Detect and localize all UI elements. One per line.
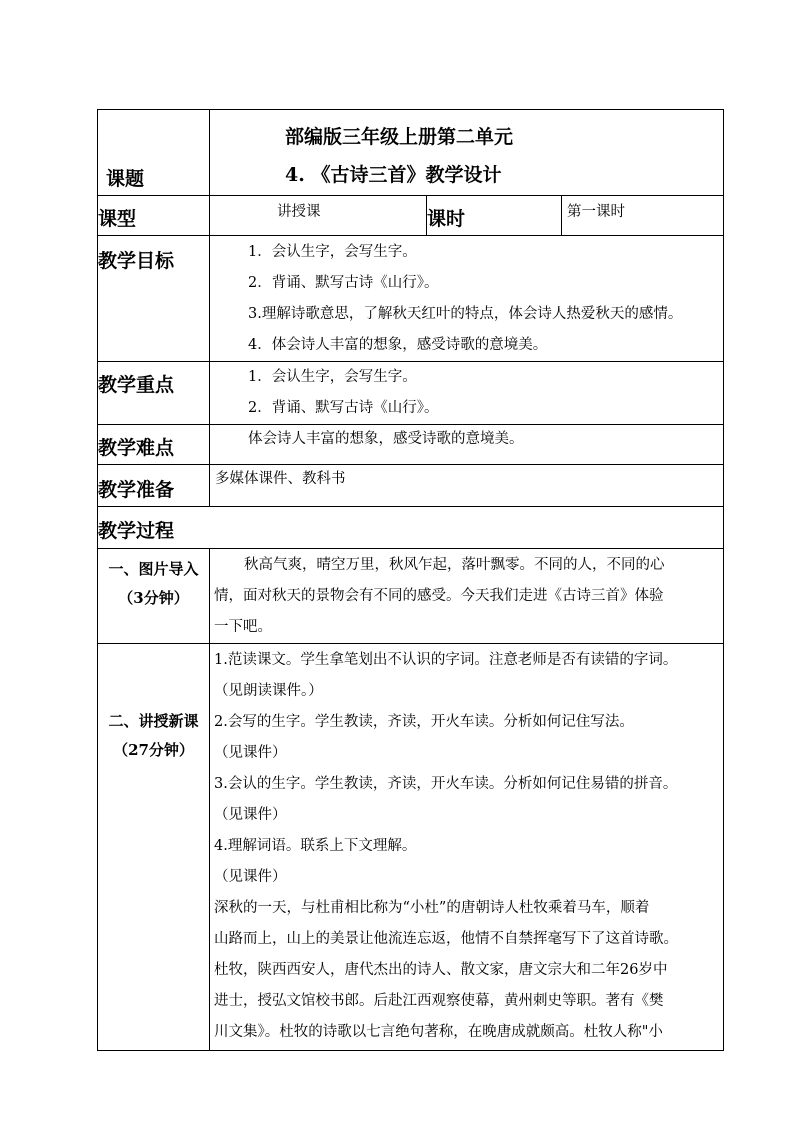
- step2-line: 川文集》。杜牧的诗歌以七言绝句著称，在晚唐成就颇高。杜牧人称"小: [214, 1024, 663, 1040]
- goal-item: 1．会认生字，会写生字。: [248, 244, 417, 260]
- step2-label: 二、讲授新课: [108, 712, 199, 730]
- lesson-plan-table: [97, 109, 724, 1051]
- goal-item: 3.理解诗歌意思，了解秋天红叶的特点，体会诗人热爱秋天的感情。: [248, 306, 683, 322]
- goal-item: 4．体会诗人丰富的想象，感受诗歌的意境美。: [248, 337, 548, 353]
- title-line-1: 部编版三年级上册第二单元: [285, 126, 514, 148]
- key-points-cell: [210, 362, 724, 425]
- key-point-item: 1．会认生字，会写生字。: [248, 369, 417, 385]
- step2-row: [98, 644, 724, 1051]
- key-points-row: [98, 362, 724, 425]
- goals-row: [98, 236, 724, 362]
- step2-line: （见课件）: [214, 745, 287, 761]
- key-point-item: 2．背诵、默写古诗《山行》。: [248, 400, 439, 416]
- title-line-2: 4. 《古诗三首》教学设计: [285, 164, 502, 186]
- step1-duration: （3分钟）: [118, 589, 189, 607]
- lesson-type-row: [98, 196, 724, 236]
- step2-cell: [210, 644, 724, 1051]
- step2-line: 山路而上，山上的美景让他流连忘返，他情不自禁挥毫写下了这首诗歌。: [214, 931, 678, 947]
- step2-duration: （27分钟）: [113, 741, 194, 759]
- step1-line: 一下吧。: [214, 619, 272, 635]
- key-points-label: 教学重点: [98, 362, 210, 425]
- step2-line: （见课件）: [214, 807, 287, 823]
- step2-line: 2.会写的生字。学生教读，齐读，开火车读。分析如何记住写法。: [214, 714, 634, 730]
- step1-line: 情，面对秋天的景物会有不同的感受。今天我们走进《古诗三首》体验: [214, 588, 664, 604]
- goals-label: 教学目标: [98, 236, 210, 362]
- prep-text: 多媒体课件、教科书: [210, 465, 724, 507]
- step1-line: 秋高气爽，晴空万里，秋风乍起，落叶飘零。不同的人，不同的心: [244, 557, 665, 573]
- prep-row: [98, 465, 724, 507]
- step1-label: 一、图片导入: [108, 560, 199, 578]
- difficulty-label: 教学难点: [98, 425, 210, 465]
- step2-line: 杜牧，陕西西安人，唐代杰出的诗人、散文家，唐文宗大和二年26岁中: [214, 962, 668, 978]
- process-label: 教学过程: [98, 507, 724, 549]
- lesson-type-value: 讲授课: [210, 196, 427, 236]
- step1-cell: [210, 549, 724, 644]
- step2-line: 1.范读课文。学生拿笔划出不认识的字词。注意老师是否有读错的字词。: [214, 652, 678, 668]
- lesson-type-label: 课型: [98, 196, 210, 236]
- step2-line: 3.会认的生字。学生教读，齐读，开火车读。分析如何记住易错的拼音。: [214, 776, 678, 792]
- step1-label-cell: [98, 549, 210, 644]
- title-row: [98, 110, 724, 196]
- difficulty-row: [98, 425, 724, 465]
- title-label-cell: [98, 110, 210, 196]
- goals-cell: [210, 236, 724, 362]
- step1-row: [98, 549, 724, 644]
- step2-line: 进士，授弘文馆校书郎。后赴江西观察使幕，黄州刺史等职。著有《樊: [214, 993, 664, 1009]
- difficulty-text: 体会诗人丰富的想象，感受诗歌的意境美。: [210, 425, 724, 465]
- period-value: 第一课时: [562, 196, 724, 236]
- prep-label: 教学准备: [98, 465, 210, 507]
- step2-line: 深秋的一天，与杜甫相比称为“小杜”的唐朝诗人杜牧乘着马车，顺着: [214, 900, 650, 916]
- goal-item: 2．背诵、默写古诗《山行》。: [248, 275, 439, 291]
- title-cell: [210, 110, 724, 196]
- period-label: 课时: [427, 196, 562, 236]
- step2-line: （见课件）: [214, 869, 287, 885]
- title-label: 课题: [106, 168, 145, 190]
- step2-label-cell: [98, 644, 210, 1051]
- step2-line: 4.理解词语。联系上下文理解。: [214, 838, 417, 854]
- step2-line: （见朗读课件。）: [214, 683, 323, 699]
- process-header-row: [98, 507, 724, 549]
